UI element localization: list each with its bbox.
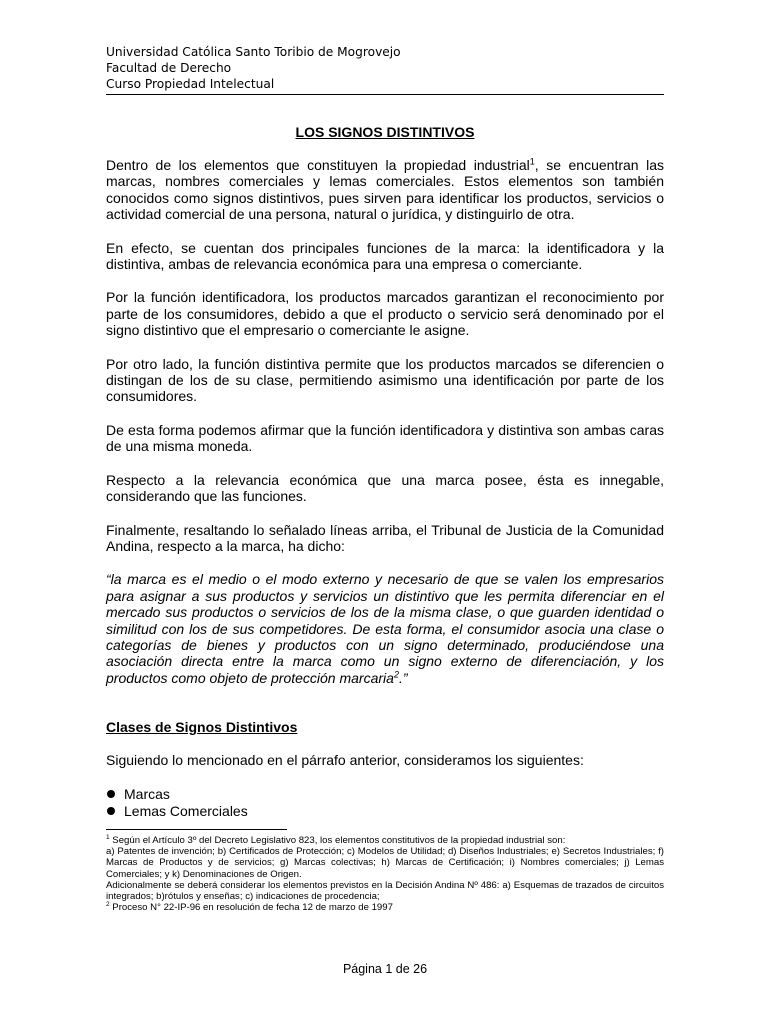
bullet-icon xyxy=(107,790,115,798)
footnote-1-line-3: Adicionalmente se deberá considerar los elementos previstos en la Decisión Andina Nº 486: a) Esquemas de trazados de circuitos integrados; b)rótulos y enseñas; c) indicaciones de procedencia; xyxy=(106,879,664,903)
paragraph-4: Por otro lado, la función distintiva permite que los productos marcados se diferencien o distingan de los de su clase, permitiendo asimismo una identificación por parte de los consumidores. xyxy=(106,355,664,405)
paragraph-1 xyxy=(106,157,664,223)
section-heading: Clases de Signos Distintivos xyxy=(106,719,298,736)
page-number: Página 1 de 26 xyxy=(342,962,428,976)
footnote-2 xyxy=(106,902,664,913)
header-course: Curso Propiedad Intelectual xyxy=(106,77,275,91)
paragraph-7: Finalmente, resaltando lo señalado líneas arriba, el Tribunal de Justicia de la Comunidad Andina, respecto a la marca, ha dicho: xyxy=(106,521,664,554)
paragraph-2: En efecto, se cuentan dos principales funciones de la marca: la identificadora y la distintiva, ambas de relevancia económica para una empresa o comerciante. xyxy=(106,239,664,273)
quote-open-mark: “ xyxy=(106,571,111,588)
footnote-1-text: Según el Artículo 3º del Decreto Legislativo 823, los elementos constitutivos de la propiedad industrial son: xyxy=(109,835,566,846)
paragraph-5: De esta forma podemos afirmar que la función identificadora y distintiva son ambas caras de una misma moneda. xyxy=(106,421,664,455)
footnote-1-mark: 1 xyxy=(106,833,110,841)
list-item-label: Marcas xyxy=(124,785,170,802)
document-body xyxy=(106,157,664,820)
bullet-icon xyxy=(107,807,115,815)
document-title: LOS SIGNOS DISTINTIVOS xyxy=(295,124,475,140)
header-faculty: Facultad de Derecho xyxy=(106,61,232,75)
footnote-1-line-2: a) Patentes de invención; b) Certificados de Protección; c) Modelos de Utilidad; d) Diseños Industriales; e) Secretos Industriales; f) Marcas de Productos y de servicios; g) Marcas colectivas; h) Marcas de Certificación; i) Nombres comerciales; j) Lemas Comerciales; y k) Denominaciones de Origen. xyxy=(106,846,664,880)
paragraph-1-text-b: , se encuentran las marcas, nombres comerciales y lemas comerciales. Estos elementos son también conocidos como signos distintivos, pues sirven para identificar los productos, servicios o actividad comercial de una persona, natural o jurídica, y distinguirlo de otra. xyxy=(106,157,665,223)
footnotes xyxy=(106,835,664,913)
list-item xyxy=(106,786,664,803)
paragraph-1-text-a: Dentro de los elementos que constituyen la propiedad industrial xyxy=(106,157,530,173)
footnote-2-mark: 2 xyxy=(106,901,110,909)
header-university: Universidad Católica Santo Toribio de Mogrovejo xyxy=(106,45,401,59)
section-intro: Siguiendo lo mencionado en el párrafo anterior, consideramos los siguientes: xyxy=(106,752,584,769)
footnote-1-line-1 xyxy=(106,835,664,846)
paragraph-6: Respecto a la relevancia económica que una marca posee, ésta es innegable, considerando que las funciones. xyxy=(106,471,664,505)
paragraph-3: Por la función identificadora, los productos marcados garantizan el reconocimiento por parte de los consumidores, debido a que el producto o servicio será denominado por el signo distintivo que el empresario o comerciante le asigne. xyxy=(106,289,664,339)
quote-text: la marca es el medio o el modo externo y necesario de que se valen los empresarios para asignar a sus productos y servicios un distintivo que les permita diferenciar en el mercado sus productos o servicios de los de la misma clase, o que guarden identidad o similitud con los de sus competidores. De esta forma, el consumidor asocia una clase o categorías de bienes y productos con un signo determinado, produciéndose una asociación directa entre la marca como un signo externo de diferenciación, y los productos como objeto de protección marcaria xyxy=(106,571,664,686)
footnote-ref-1[interactable]: 1 xyxy=(529,156,535,167)
block-quote xyxy=(106,571,664,686)
list-item xyxy=(106,803,664,820)
footnote-separator xyxy=(106,829,287,830)
quote-close-mark: .” xyxy=(398,669,408,686)
list-item-label: Lemas Comerciales xyxy=(124,802,248,819)
document-header xyxy=(106,44,664,95)
footnote-ref-2[interactable]: 2 xyxy=(393,669,399,680)
footnote-2-text: Proceso N° 22-IP-96 en resolución de fecha 12 de marzo de 1997 xyxy=(109,902,393,914)
signs-list xyxy=(106,786,664,820)
document-page xyxy=(106,0,664,1024)
